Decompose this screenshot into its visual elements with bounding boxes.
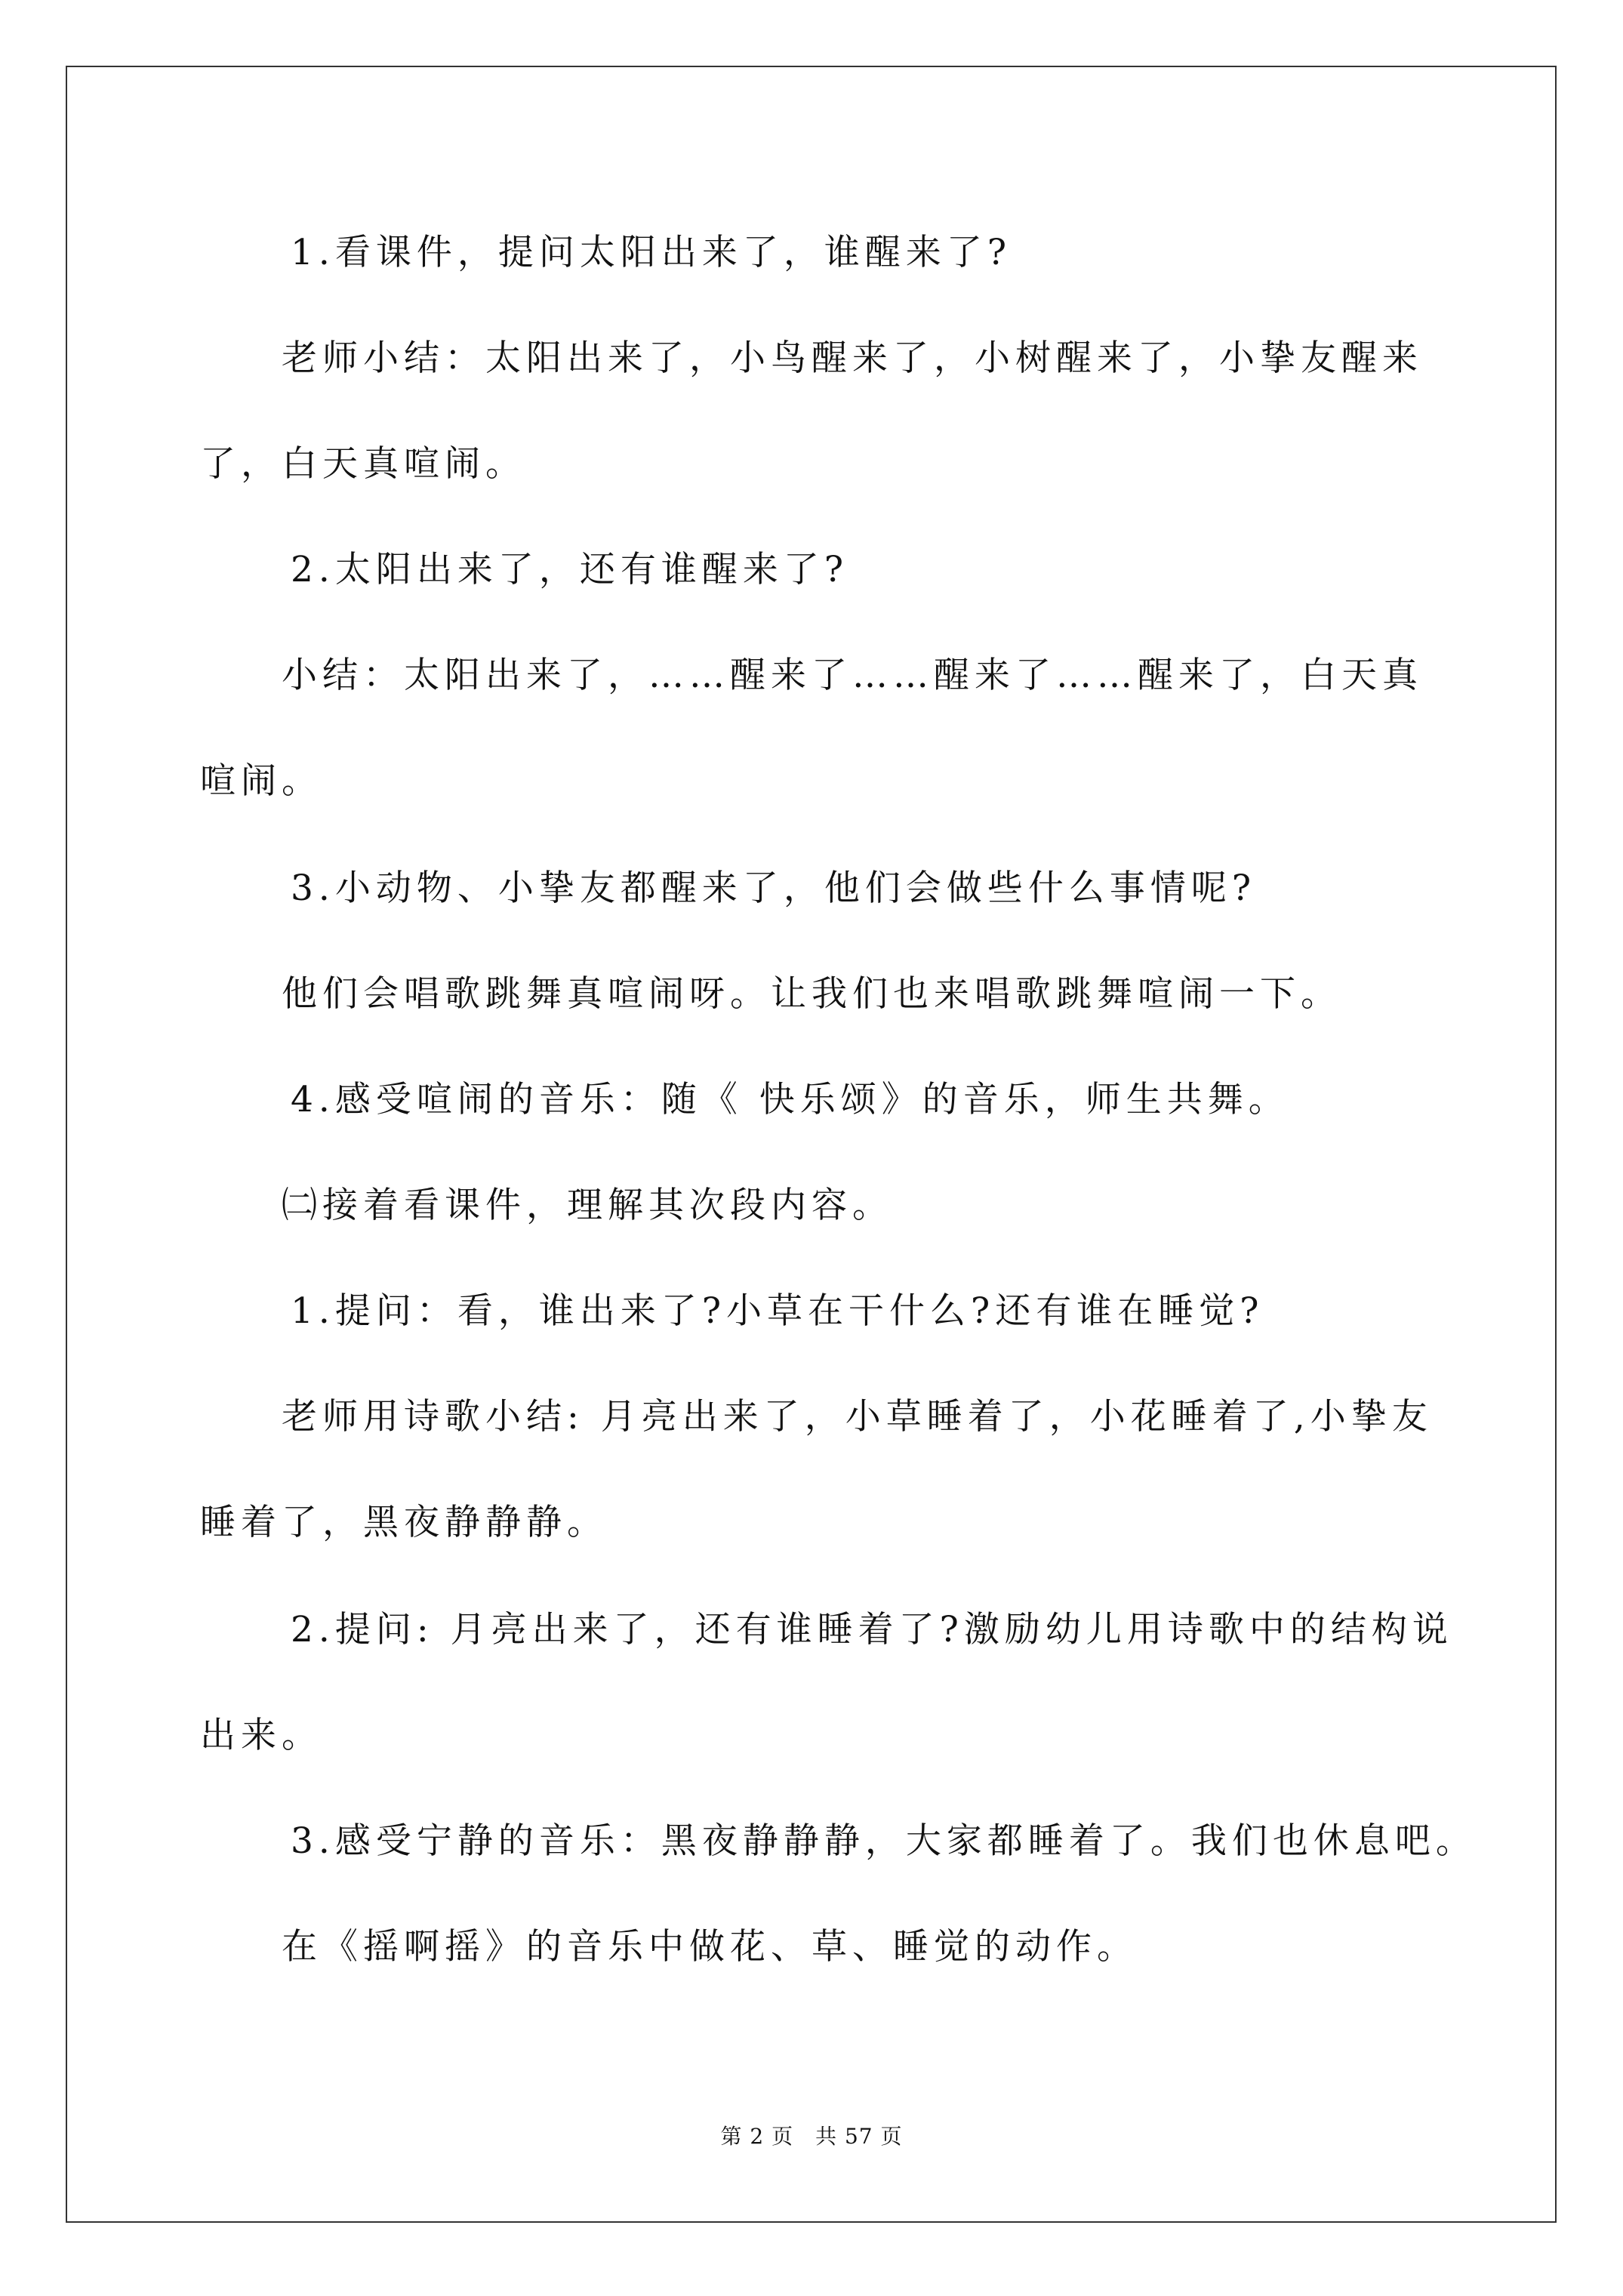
text-line: 2.太阳出来了，还有谁醒来了? [291,549,849,590]
text-line: 出来。 [200,1715,322,1756]
text-line: 1.提问：看，谁出来了?小草在干什么?还有谁在睡觉? [291,1290,1264,1332]
text-line: ㈡接着看课件，理解其次段内容。 [282,1185,893,1226]
text-line: 喧闹。 [200,760,322,802]
text-line: 老师用诗歌小结: 月亮出来了，小草睡着了，小花睡着了,小挚友 [282,1396,1433,1438]
text-line: 他们会唱歌跳舞真喧闹呀。让我们也来唱歌跳舞喧闹一下。 [282,973,1341,1015]
text-line: 睡着了，黑夜静静静。 [200,1502,608,1543]
text-line: 3.感受宁静的音乐：黑夜静静静，大家都睡着了。我们也休息吧。 [291,1820,1477,1862]
text-line: 2.提问: 月亮出来了，还有谁睡着了?激励幼儿用诗歌中的结构说 [291,1609,1453,1650]
text-line: 在《摇啊摇》的音乐中做花、草、睡觉的动作。 [282,1926,1138,1968]
text-line: 小结：太阳出来了，……醒来了……醒来了……醒来了，白天真 [282,655,1423,696]
text-line: 老师小结：太阳出来了，小鸟醒来了，小树醒来了，小挚友醒来 [282,337,1423,379]
page-border [66,66,1557,2223]
text-line: 3.小动物、小挚友都醒来了，他们会做些什么事情呢? [291,868,1257,909]
text-line: 了，白天真喧闹。 [200,443,526,485]
text-line: 1.看课件，提问太阳出来了，谁醒来了? [291,232,1012,273]
page-footer: 第 2 页 共 57 页 [720,2124,903,2149]
text-line: 4.感受喧闹的音乐：随《 快乐颂》的音乐，师生共舞。 [291,1079,1289,1120]
